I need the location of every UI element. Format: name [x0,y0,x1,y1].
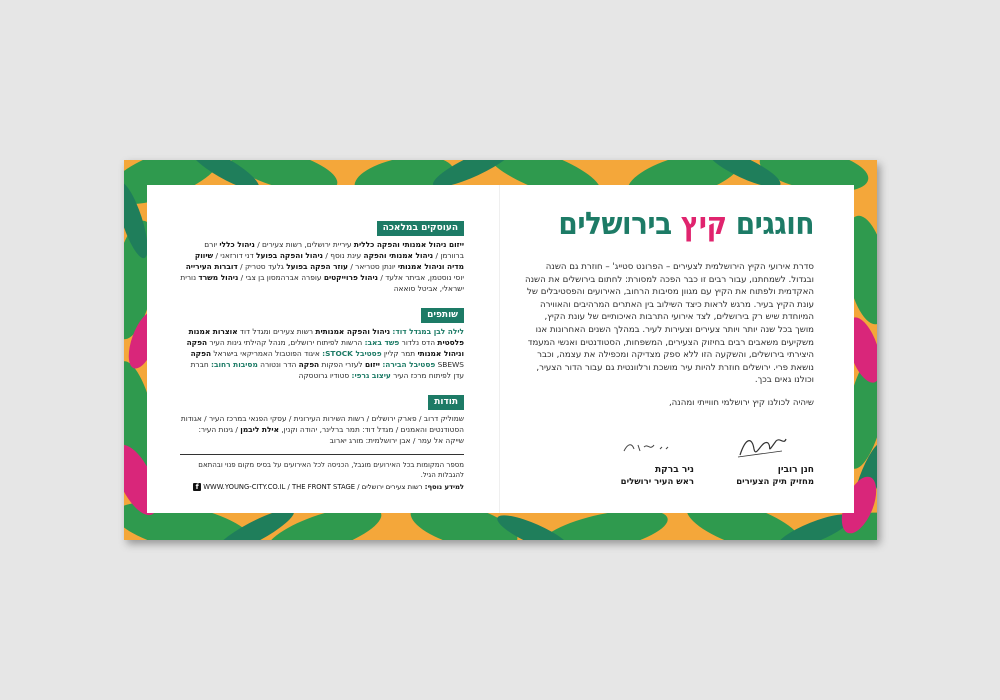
section-text [180,413,464,446]
signer-role: ראש העיר ירושלים [620,477,694,487]
text-run: עינת נוסף / [323,251,364,260]
info-text: רשות צעירים ירושלים / WWW.YOUNG-CITY.CO.IL / THE FRONT STAGE [203,483,425,491]
text-emphasis: עיצוב גרפי: [351,371,391,380]
intro-paragraph: סדרת אירועי הקיץ הירושלמית לצעירים – הפרונט סטייג' – חוזרת גם השנה ובגדול. לשמחתנו, עבור רבים זו כבר הפכה למסורת: לחתום בירושלים את השנה האקדמית ולפתוח את הקיץ עם מגוון מסיבות הרחוב, האירועים והפסטיבלים של עונת הקיץ בעיר. מרגש לראות כיצד השילוב בין האתרים המרהיבים והאווירה המיוחדת שיש רק בירושלים, לצד אירועי התרבות האיכותיים של עונת הקיץ, מושך בכל שנה יותר ויותר צעירים וצעירות לעיר. במהלך השנים האחרונות אנו משקיעים משאבים רבים בחיזוק הצעירים, המשפחות, הסטודנטים ואנשי המעמד היצירתי בירושלים, והשקעה הזו ללא ספק מצדיקה ומכפילה את עצמה, וכבר נושאת פרי. ירושלים חוזרת להיות עיר מושכת ורלוונטית גם עבור הדור הצעיר, וכולנו גאים בכך. [525,262,814,386]
title-part-2: בירושלים [558,206,672,242]
text-run: רשות צעירים ומגדל דוד [237,327,316,336]
text-emphasis: ייזום ניהול אמנותי והפקה כללית [353,240,464,249]
credits-section [180,215,464,294]
footnote: מספר המקומות בכל האירועים מוגבל, הכניסה לכל האירועים על בסיס מקום פנוי ובהתאם להגבלות הגיל. [198,461,464,479]
text-emphasis: ניהול משרד [198,273,239,282]
text-emphasis: הפקה [298,360,320,369]
partners-section [180,302,464,381]
text-run: עיריית ירושלים, רשות צעירים / [254,240,354,249]
text-run: הרשות לפיתוח ירושלים, מנהל קהילתי גינות העיר [207,338,365,347]
facebook-icon: f [193,483,201,491]
info-line [180,482,464,492]
signature-scribble-icon [620,433,680,461]
section-label: תודות [428,395,464,410]
text-emphasis: ניהול והפקה בפועל [255,251,324,260]
main-title [524,207,814,241]
text-run: גלעד סטריק / [237,262,287,271]
signature-block [704,433,814,488]
info-label: למידע נוסף: [424,483,464,491]
text-run: דני דורזאני / [213,251,256,260]
signer-name: חנן רובין [777,465,814,475]
text-emphasis: פשד באב: [364,338,400,347]
signatures [524,433,814,503]
text-emphasis: ניהול פרוייקטים [323,273,378,282]
greeting-page [524,207,814,497]
text-run: הדס נלדור [399,338,438,347]
signature-scribble-icon [732,433,792,461]
text-emphasis: אילת ליבמן [240,425,279,434]
text-emphasis: הפקה [190,349,212,358]
fold-divider [499,185,500,513]
text-emphasis: אוצרות אמנות פלסטית [188,327,464,347]
text-emphasis: לילה לבן במגדל דוד: [392,327,464,336]
text-run: סטודיו גרוטסקה [298,371,352,380]
text-run: שמוליק דרוב / פארק ירושלים / רשות השירות העירונית / עסקי הפנאי במרכז העיר / אגודות הסטודנטים והאמנים / מגדל דוד: תמר ברלינר, יהודה וקנין, [180,414,464,434]
signer-name: ניר ברקת [655,465,694,475]
signer-role: מחזיק תיק הצעירים [736,477,814,487]
text-emphasis: פסטיבל הבירה: [382,360,436,369]
text-emphasis: דוברות העירייה [185,262,238,271]
text-run: הדר ונטורה [257,360,299,369]
text-run: תמר קליין [381,349,418,358]
section-label: העוסקים במלאכה [377,221,464,236]
text-run: לעזרי הפקות [319,360,365,369]
footnote-rule [180,454,464,455]
text-run: יורם ברוורמן / [204,240,464,260]
credits-page [180,215,464,505]
text-run: עופרה אברהמסון בן צבי / [238,273,324,282]
text-run: איגוד הפוטבול האמריקאי בישראל [211,349,323,358]
content-panel [147,185,854,513]
closing-wish: שיהיה לכולנו קיץ ירושלמי חווייתי ומהנה, [668,397,814,408]
text-emphasis: ניהול אמנותי והפקה [363,251,434,260]
section-label: שותפים [421,308,464,323]
text-run: חברת עדן לפיתוח מרכז העיר [190,360,464,380]
text-emphasis: מסיבות רחוב: [211,360,258,369]
text-emphasis: ייזום [364,360,380,369]
text-emphasis: הפקה וניהול אמנותי [186,338,464,358]
text-emphasis: ניהול כללי [219,240,255,249]
text-run: SBEWS [435,360,464,369]
text-emphasis: פסטיבל STOCK: [322,349,382,358]
title-accent: קיץ [680,206,727,242]
text-emphasis: עוזר הפקה בפועל [286,262,348,271]
text-emphasis: ניהול והפקה אמנותית [315,327,391,336]
text-run: יונתן סטריאר / [347,262,398,271]
brochure [124,160,877,540]
title-part-1: חוגגים [735,206,814,242]
section-text [180,326,464,381]
signature-block [584,433,694,488]
section-text [180,239,464,294]
text-run: / גינות העיר: שייקה אל עמר / אבן ירושלמית: מורג יארוב [198,425,464,445]
text-emphasis: שיווק מדיה וניהול אמנותי [194,251,464,271]
text-run: יוסי נוסטמן, אביתר אלעד / [378,273,464,282]
thanks-section [180,389,464,446]
text-run: נורית ישראלי, אביטל סואאה [180,273,464,293]
